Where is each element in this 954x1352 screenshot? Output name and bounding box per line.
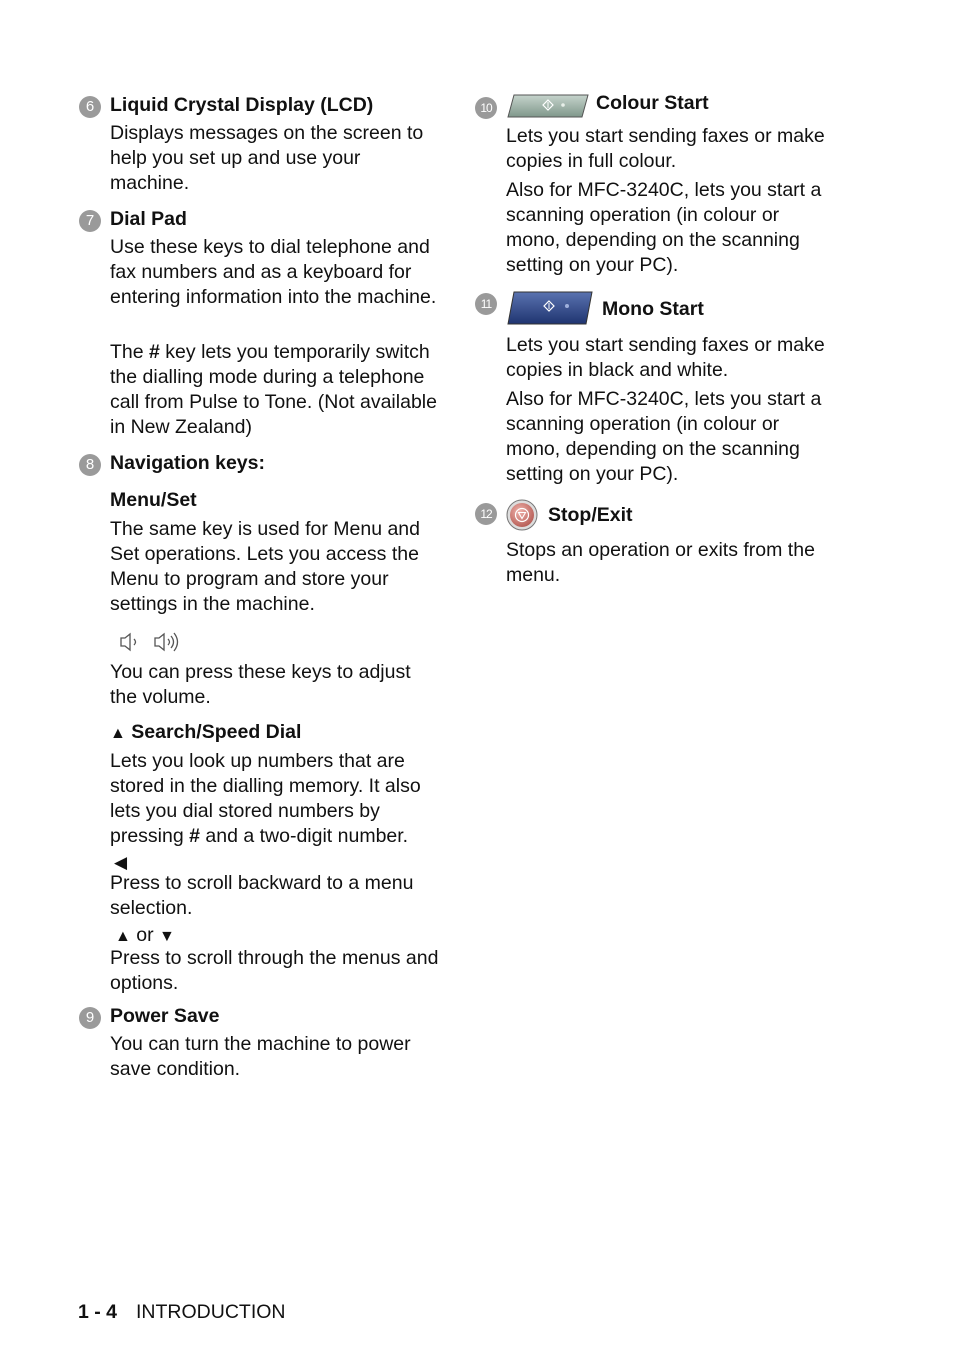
dial-pad-heading: Dial Pad: [110, 208, 187, 230]
section-name: INTRODUCTION: [136, 1301, 286, 1323]
stop-exit-heading: Stop/Exit: [548, 504, 633, 526]
dial-pad-hash-note: The # key lets you temporarily switch the dialling mode during a telephone call from Pulse to Tone. (Not available in New Zealand): [110, 341, 437, 438]
colour-start-description: Lets you start sending faxes or make copies in full colour.: [506, 125, 825, 172]
colour-start-heading: Colour Start: [596, 92, 709, 114]
up-down-arrow-description: Press to scroll through the menus and options.: [110, 947, 439, 994]
callout-number-7: 7: [79, 210, 101, 232]
colour-start-button-image: [506, 93, 590, 119]
colour-start-scan-note: Also for MFC-3240C, lets you start a scanning operation (in colour or mono, depending on the scanning setting on your PC).: [506, 179, 822, 276]
stop-exit-button-image: [506, 499, 538, 531]
volume-down-icon: [118, 630, 182, 654]
lcd-heading: Liquid Crystal Display (LCD): [110, 94, 374, 116]
power-save-heading: Power Save: [110, 1005, 220, 1027]
callout-number-8: 8: [79, 454, 101, 476]
page-number: 1 - 4: [78, 1301, 118, 1323]
mono-start-key-icon: [506, 290, 594, 326]
callout-number-6: 6: [79, 96, 101, 118]
menu-set-heading: Menu/Set: [110, 489, 197, 511]
callout-number-10: 10: [475, 97, 497, 119]
callout-number-11: 11: [475, 293, 497, 315]
up-arrow-icon: ▲: [115, 928, 131, 945]
power-save-description: You can turn the machine to power save condition.: [110, 1033, 411, 1080]
volume-description: You can press these keys to adjust the volume.: [110, 661, 411, 708]
mono-start-description: Lets you start sending faxes or make copies in black and white.: [506, 334, 825, 381]
left-arrow-description: Press to scroll backward to a menu selection.: [110, 872, 414, 919]
menu-set-description: The same key is used for Menu and Set operations. Lets you access the Menu to program and store your settings in the machine.: [110, 518, 420, 615]
callout-number-12: 12: [475, 503, 497, 525]
volume-keys-icons: [118, 630, 182, 654]
up-down-arrow-label: ▲ or ▼: [115, 924, 175, 946]
mono-start-heading: Mono Start: [602, 298, 704, 320]
lcd-description: Displays messages on the screen to help you set up and use your machine.: [110, 122, 424, 194]
down-arrow-icon: ▼: [159, 928, 175, 945]
up-arrow-icon: ▲: [110, 725, 126, 742]
search-speed-dial-description: Lets you look up numbers that are stored in the dialling memory. It also lets you dial stored numbers by pressing # and a two-digit number.: [110, 750, 421, 847]
stop-exit-description: Stops an operation or exits from the menu.: [506, 539, 815, 586]
left-arrow-icon: ◀: [114, 853, 128, 872]
dial-pad-description: Use these keys to dial telephone and fax numbers and as a keyboard for entering information into the machine.: [110, 236, 437, 308]
mono-start-scan-note: Also for MFC-3240C, lets you start a scanning operation (in colour or mono, depending on the scanning setting on your PC).: [506, 388, 822, 485]
stop-exit-key-icon: [506, 499, 538, 531]
navigation-keys-heading: Navigation keys:: [110, 452, 265, 474]
mono-start-button-image: [506, 290, 594, 326]
colour-start-key-icon: [506, 93, 590, 119]
search-speed-dial-heading: ▲ Search/Speed Dial: [110, 721, 302, 743]
callout-number-9: 9: [79, 1007, 101, 1029]
